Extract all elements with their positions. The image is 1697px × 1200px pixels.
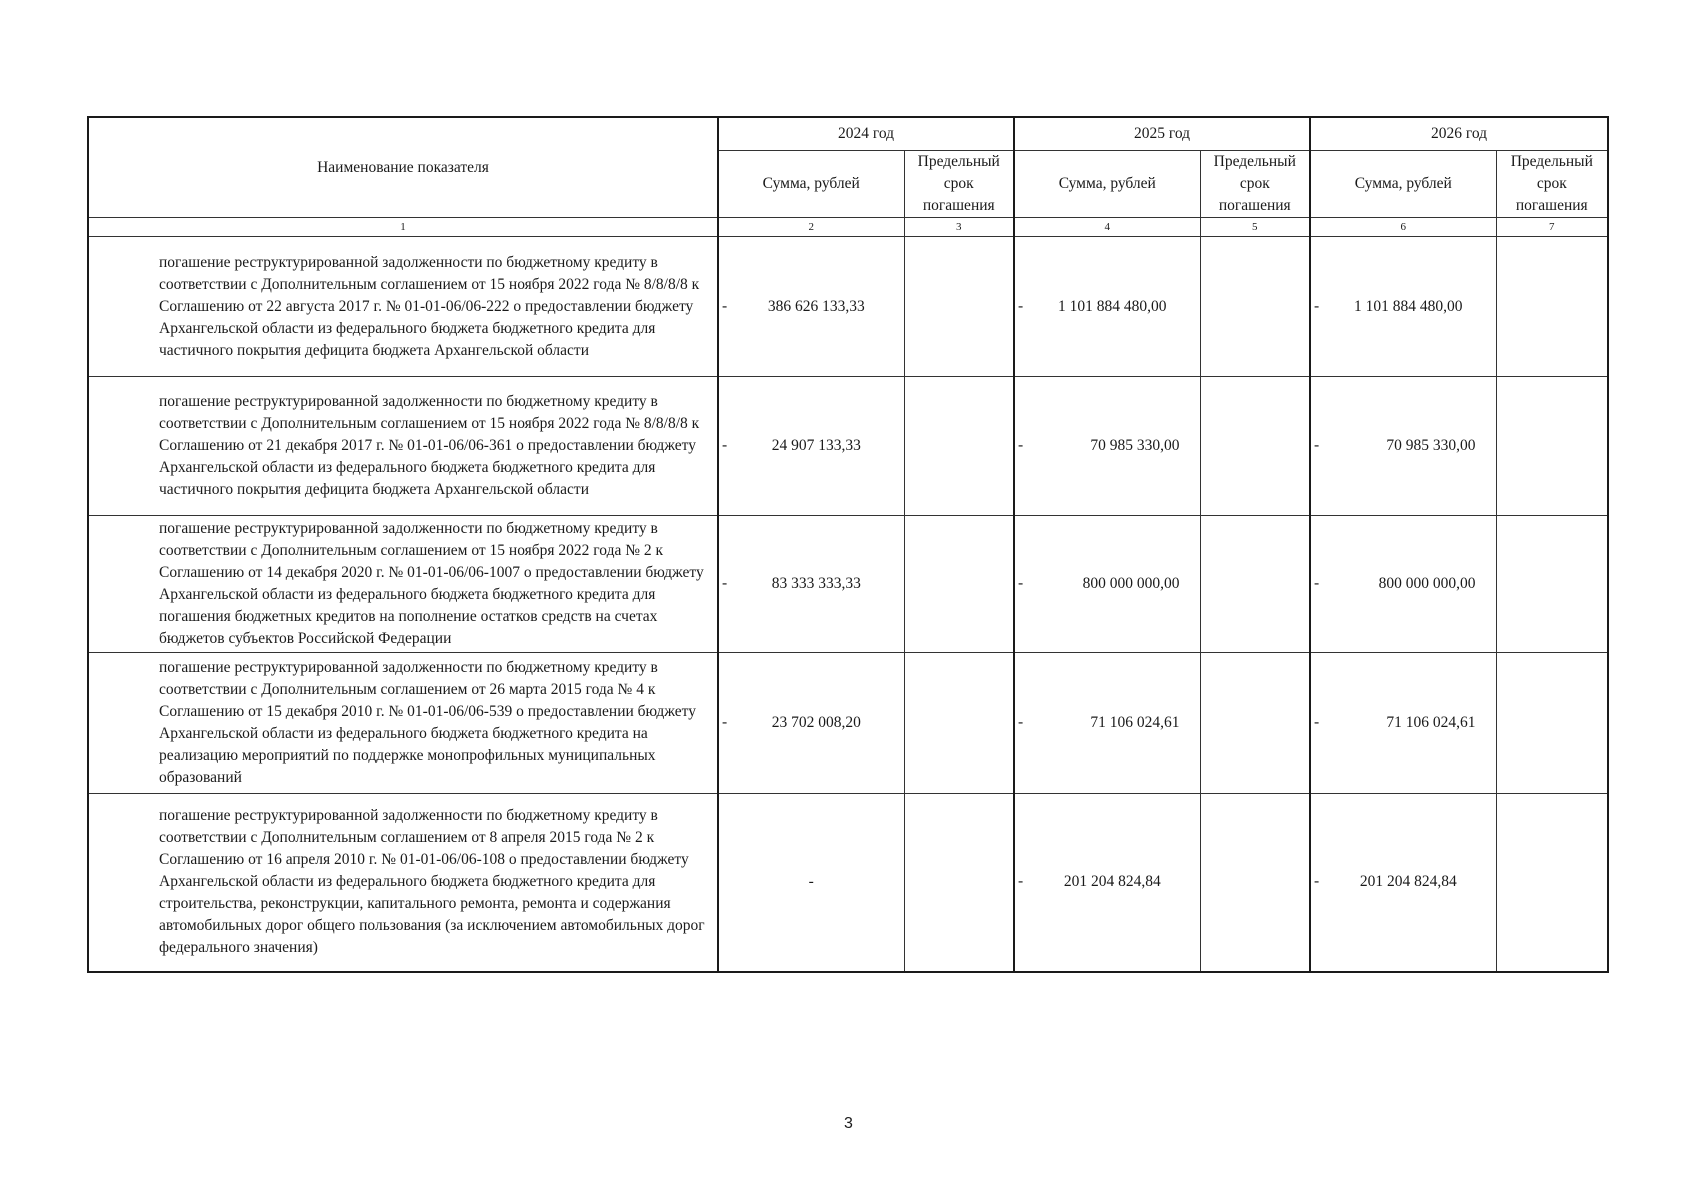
sum-2025-cell bbox=[1014, 237, 1200, 377]
dash-mark: - bbox=[1314, 436, 1320, 454]
sum-2025: 71 106 024,61 bbox=[1090, 714, 1180, 731]
term-2024 bbox=[904, 794, 1014, 972]
term-2026 bbox=[1496, 653, 1608, 794]
sum-2024-cell bbox=[718, 377, 904, 516]
header-sum-2026: Сумма, рублей bbox=[1310, 151, 1496, 218]
sum-2026-cell bbox=[1310, 237, 1496, 377]
column-number-row bbox=[88, 218, 1608, 237]
term-2024 bbox=[904, 237, 1014, 377]
sum-2025-cell bbox=[1014, 653, 1200, 794]
sum-2026: 201 204 824,84 bbox=[1359, 873, 1457, 891]
dash-mark: - bbox=[1018, 872, 1024, 890]
sum-2025-cell bbox=[1014, 794, 1200, 972]
indicator-name: погашение реструктурированной задолженности по бюджетному кредиту в соответствии с Дополнительным соглашением от 26 марта 2015 года № 4 к Соглашению от 15 декабря 2010 г. № 01-01-06/06-539 о предоставлении бюджету Архангельской области из федерального бюджета бюджетного кредита на реализацию мероприятий по поддержке монопрофильных муниципальных образований bbox=[88, 653, 718, 794]
sum-2024-cell bbox=[718, 516, 904, 653]
term-2024 bbox=[904, 516, 1014, 653]
column-number: 7 bbox=[1496, 218, 1608, 237]
header-indicator-name: Наименование показателя bbox=[88, 117, 718, 218]
header-year-2026: 2026 год bbox=[1310, 117, 1608, 151]
sum-2026: 70 985 330,00 bbox=[1386, 437, 1476, 454]
column-number: 2 bbox=[718, 218, 904, 237]
sum-2026: 800 000 000,00 bbox=[1378, 575, 1476, 592]
dash-mark: - bbox=[1018, 436, 1024, 454]
sum-2025: 800 000 000,00 bbox=[1082, 575, 1180, 592]
table-row bbox=[88, 794, 1608, 972]
table-row bbox=[88, 377, 1608, 516]
page-number: 3 bbox=[844, 1115, 853, 1132]
term-2024 bbox=[904, 377, 1014, 516]
term-2025 bbox=[1200, 794, 1310, 972]
sum-2026-cell bbox=[1310, 653, 1496, 794]
sum-2025: 201 204 824,84 bbox=[1063, 873, 1161, 891]
dash-mark: - bbox=[1314, 872, 1320, 890]
debt-repayment-table bbox=[87, 116, 1609, 973]
term-2025 bbox=[1200, 516, 1310, 653]
header-sum-2025: Сумма, рублей bbox=[1014, 151, 1200, 218]
indicator-name: погашение реструктурированной задолженности по бюджетному кредиту в соответствии с Дополнительным соглашением от 15 ноября 2022 года № 8/8/8/8 к Соглашению от 22 августа 2017 г. № 01-01-06/06-222 о предоставлении бюджету Архангельской области из федерального бюджета бюджетного кредита для частичного покрытия дефицита бюджета Архангельской области bbox=[88, 237, 718, 377]
indicator-name: погашение реструктурированной задолженности по бюджетному кредиту в соответствии с Дополнительным соглашением от 15 ноября 2022 года № 2 к Соглашению от 14 декабря 2020 г. № 01-01-06/06-1007 о предоставлении бюджету Архангельской области из федерального бюджета бюджетного кредита для погашения бюджетных кредитов на пополнение остатков средств на счетах бюджетов субъектов Российской Федерации bbox=[88, 516, 718, 653]
sum-2024-cell bbox=[718, 653, 904, 794]
column-number: 6 bbox=[1310, 218, 1496, 237]
dash-mark: - bbox=[1018, 297, 1024, 315]
indicator-name: погашение реструктурированной задолженности по бюджетному кредиту в соответствии с Дополнительным соглашением от 15 ноября 2022 года № 8/8/8/8 к Соглашению от 21 декабря 2017 г. № 01-01-06/06-361 о предоставлении бюджету Архангельской области из федерального бюджета бюджетного кредита для частичного покрытия дефицита бюджета Архангельской области bbox=[88, 377, 718, 516]
column-number: 1 bbox=[88, 218, 718, 237]
dash-mark: - bbox=[722, 297, 728, 315]
column-number: 5 bbox=[1200, 218, 1310, 237]
sum-2026-cell bbox=[1310, 516, 1496, 653]
sum-2026: 1 101 884 480,00 bbox=[1354, 297, 1463, 315]
table-row bbox=[88, 237, 1608, 377]
sum-2026: 71 106 024,61 bbox=[1386, 714, 1476, 731]
dash-mark: - bbox=[722, 713, 728, 731]
header-term-2025: Предельный срок погашения bbox=[1200, 151, 1310, 218]
term-2024 bbox=[904, 653, 1014, 794]
sum-2025: 1 101 884 480,00 bbox=[1058, 297, 1167, 315]
sum-2025: 70 985 330,00 bbox=[1090, 437, 1180, 454]
term-2025 bbox=[1200, 377, 1310, 516]
dash-mark: - bbox=[1314, 713, 1320, 731]
sum-2026-cell bbox=[1310, 377, 1496, 516]
sum-2026-cell bbox=[1310, 794, 1496, 972]
indicator-name: погашение реструктурированной задолженности по бюджетному кредиту в соответствии с Дополнительным соглашением от 8 апреля 2015 года № 2 к Соглашению от 16 апреля 2010 г. № 01-01-06/06-108 о предоставлении бюджету Архангельской области из федерального бюджета бюджетного кредита для строительства, реконструкции, капитального ремонта, ремонта и содержания автомобильных дорог общего пользования (за исключением автомобильных дорог федерального значения) bbox=[88, 794, 718, 972]
table-row bbox=[88, 653, 1608, 794]
term-2026 bbox=[1496, 237, 1608, 377]
dash-mark: - bbox=[1018, 574, 1024, 592]
sum-2025-cell bbox=[1014, 377, 1200, 516]
term-2026 bbox=[1496, 516, 1608, 653]
header-year-2024: 2024 год bbox=[718, 117, 1014, 151]
sum-2025-cell bbox=[1014, 516, 1200, 653]
table-row bbox=[88, 516, 1608, 653]
term-2025 bbox=[1200, 237, 1310, 377]
column-number: 3 bbox=[904, 218, 1014, 237]
header-term-2024: Предельный срок погашения bbox=[904, 151, 1014, 218]
sum-2024: 23 702 008,20 bbox=[771, 714, 861, 731]
dash-mark: - bbox=[1018, 713, 1024, 731]
header-year-2025: 2025 год bbox=[1014, 117, 1310, 151]
dash-mark: - bbox=[1314, 574, 1320, 592]
header-term-2026: Предельный срок погашения bbox=[1496, 151, 1608, 218]
sum-2024: - bbox=[808, 873, 814, 891]
column-number: 4 bbox=[1014, 218, 1200, 237]
sum-2024: 83 333 333,33 bbox=[771, 575, 861, 592]
sum-2024-cell bbox=[718, 794, 904, 972]
dash-mark: - bbox=[722, 574, 728, 592]
dash-mark: - bbox=[722, 436, 728, 454]
sum-2024-cell bbox=[718, 237, 904, 377]
sum-2024: 24 907 133,33 bbox=[771, 437, 861, 454]
header-sum-2024: Сумма, рублей bbox=[718, 151, 904, 218]
sum-2024: 386 626 133,33 bbox=[767, 297, 865, 315]
term-2026 bbox=[1496, 794, 1608, 972]
dash-mark: - bbox=[1314, 297, 1320, 315]
term-2026 bbox=[1496, 377, 1608, 516]
term-2025 bbox=[1200, 653, 1310, 794]
